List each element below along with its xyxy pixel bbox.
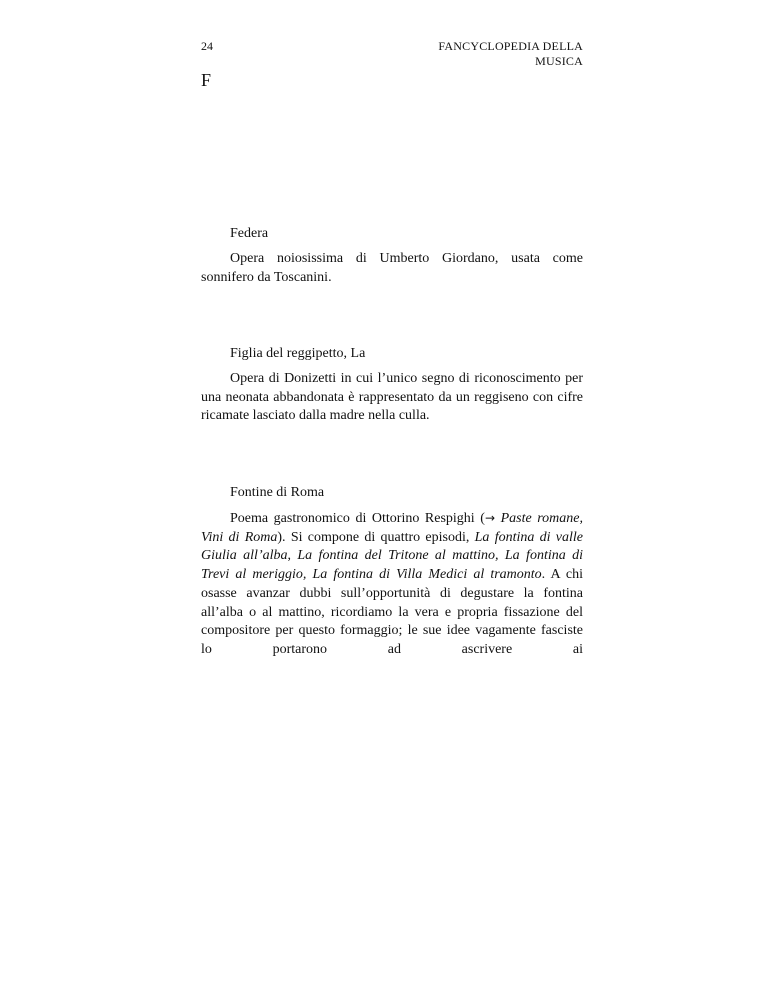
body-text: Poema gastronomico di Ottorino Respighi ( xyxy=(230,511,485,526)
episode-title: La fontina di valle Giulia all’alba xyxy=(201,529,583,564)
entry-title-fontine-di-roma: Fontine di Roma xyxy=(230,485,325,500)
entry-body-figlia-del-reggipetto: Opera di Donizetti in cui l’unico segno di riconoscimento per una neonata abbandonata è rappresentato da un reggiseno con cifre ricamate lasciato dalla madre nella culla. xyxy=(201,371,583,424)
see-also-arrow-icon: → xyxy=(484,511,495,525)
entry-body-federa: Opera noiosissima di Umberto Giordano, usata come sonnifero da Toscanini. xyxy=(201,251,583,285)
cross-reference-link[interactable]: Vini di Roma xyxy=(201,529,278,545)
section-letter: F xyxy=(201,70,212,90)
separator: , xyxy=(287,548,298,564)
cross-reference-link[interactable]: Paste romane xyxy=(500,511,580,526)
entry-title-federa: Federa xyxy=(230,226,269,241)
running-head: FANCYCLOPEDIA DELLA MUSICA xyxy=(438,39,583,68)
episode-title: La fontina del Tritone al mattino, xyxy=(297,548,499,564)
episode-title: La fontina di Villa Medici al tramonto xyxy=(312,567,542,583)
page-number: 24 xyxy=(201,39,213,53)
entry-body-fontine-di-roma xyxy=(201,509,583,660)
body-text: ). Si compone di quattro episodi, xyxy=(277,529,475,545)
body-text: . A chi osasse avanzar dubbi sull’opportunità di degustare la fontina all’alba o al mattino, ricordiamo la vera e propria fissazione del compositore per questo formaggio; le sue idee vagamente fasciste lo portarono ad ascrivere ai xyxy=(201,567,584,657)
separator: , xyxy=(579,511,584,526)
episode-title: La fontina di Trevi al meriggio, xyxy=(201,548,584,583)
entry-title-figlia-del-reggipetto: Figlia del reggipetto, La xyxy=(230,346,366,361)
